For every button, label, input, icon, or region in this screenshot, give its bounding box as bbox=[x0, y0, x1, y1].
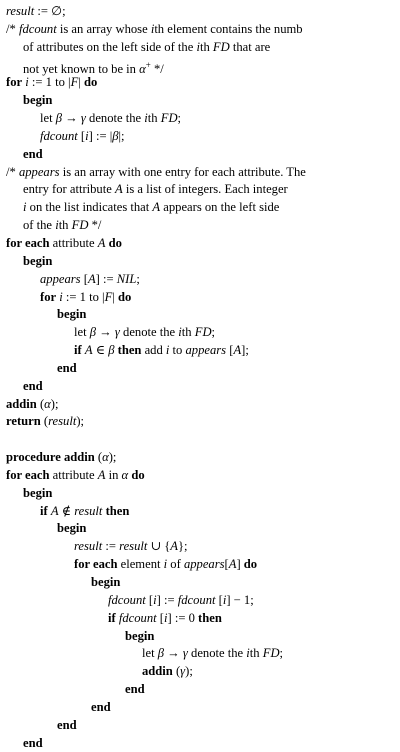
code-text: on the list indicates that bbox=[26, 200, 153, 215]
identifier: F bbox=[70, 75, 79, 90]
keyword: do bbox=[243, 557, 258, 572]
identifier: A bbox=[228, 557, 237, 572]
keyword: for bbox=[6, 75, 23, 90]
code-line bbox=[6, 217, 398, 235]
code-text: ] := bbox=[95, 271, 117, 286]
code-text: [ bbox=[145, 592, 154, 607]
identifier: A bbox=[97, 467, 106, 482]
code-text: attribute bbox=[49, 235, 98, 250]
code-text: ( bbox=[94, 450, 103, 465]
code-text: := ∅; bbox=[34, 4, 66, 18]
code-text: not yet known to be in bbox=[23, 61, 140, 76]
code-line bbox=[6, 610, 398, 628]
code-text: ]; bbox=[241, 343, 249, 358]
code-line bbox=[6, 342, 398, 360]
identifier: A bbox=[152, 200, 161, 215]
keyword: for each bbox=[6, 235, 50, 250]
identifier: γ bbox=[114, 325, 120, 340]
keyword: begin bbox=[23, 253, 53, 268]
code-text: ] := 0 bbox=[167, 610, 199, 625]
code-line bbox=[6, 663, 398, 681]
code-text: [ bbox=[215, 592, 223, 607]
code-line bbox=[6, 520, 398, 538]
identifier: result bbox=[74, 503, 103, 518]
identifier: β bbox=[108, 343, 115, 358]
keyword: if bbox=[40, 503, 48, 518]
code-text: ∉ bbox=[58, 503, 75, 518]
code-text: → bbox=[62, 111, 81, 126]
identifier: result bbox=[48, 414, 77, 429]
keyword: begin bbox=[57, 521, 87, 536]
code-text: of attributes on the left side of the bbox=[23, 39, 197, 54]
identifier: A bbox=[97, 235, 106, 250]
identifier: fdcount bbox=[177, 592, 216, 607]
code-text: := bbox=[102, 539, 120, 554]
identifier: F bbox=[104, 289, 113, 304]
keyword: begin bbox=[125, 628, 155, 643]
keyword: if bbox=[74, 343, 82, 358]
code-text: | bbox=[112, 289, 118, 304]
identifier: fdcount bbox=[18, 21, 57, 36]
code-text: ] := | bbox=[88, 128, 113, 143]
code-line bbox=[6, 449, 398, 467]
code-line bbox=[6, 592, 398, 610]
code-text: := 1 to | bbox=[28, 75, 71, 90]
code-text: th bbox=[58, 218, 72, 233]
identifier: i bbox=[150, 21, 155, 36]
code-text: [ bbox=[226, 343, 234, 358]
code-text: ] bbox=[236, 557, 244, 572]
identifier: A bbox=[84, 343, 93, 358]
keyword: procedure addin bbox=[6, 450, 95, 465]
keyword: begin bbox=[57, 307, 87, 322]
code-line bbox=[6, 253, 398, 271]
code-line bbox=[6, 628, 398, 646]
keyword: end bbox=[125, 682, 145, 697]
keyword: addin bbox=[6, 396, 37, 411]
identifier: result bbox=[74, 539, 103, 554]
identifier: α bbox=[102, 450, 109, 465]
code-line bbox=[6, 538, 398, 556]
code-text: denote the bbox=[187, 646, 247, 661]
code-line bbox=[6, 57, 398, 75]
code-text: let bbox=[74, 325, 90, 340]
code-text: th element contains the numb bbox=[154, 21, 303, 36]
code-line bbox=[6, 556, 398, 574]
code-line bbox=[6, 271, 398, 289]
keyword: then bbox=[117, 343, 142, 358]
code-line bbox=[6, 235, 398, 253]
code-text: let bbox=[40, 111, 56, 126]
identifier: β bbox=[89, 325, 97, 340]
code-line bbox=[6, 74, 398, 92]
code-text: */ bbox=[150, 61, 164, 76]
code-line bbox=[6, 467, 398, 485]
keyword: end bbox=[91, 699, 111, 714]
code-line bbox=[6, 378, 398, 396]
code-text: := 1 to | bbox=[62, 289, 105, 304]
keyword: then bbox=[198, 610, 222, 625]
code-text: /* bbox=[6, 164, 19, 179]
identifier: i bbox=[222, 592, 227, 607]
code-text: [ bbox=[156, 610, 164, 625]
code-text: [ bbox=[80, 271, 88, 286]
code-text: attribute bbox=[49, 467, 98, 482]
identifier: α bbox=[44, 396, 51, 411]
keyword: end bbox=[57, 717, 77, 732]
code-text: ( bbox=[40, 414, 49, 429]
keyword: if bbox=[108, 610, 116, 625]
identifier: i bbox=[144, 111, 148, 126]
code-line bbox=[6, 92, 398, 110]
keyword: for each bbox=[74, 557, 118, 572]
keyword: begin bbox=[23, 93, 53, 108]
code-text: ); bbox=[185, 664, 193, 679]
code-text: [ bbox=[224, 557, 229, 572]
identifier: result bbox=[6, 4, 35, 18]
identifier: A bbox=[233, 343, 242, 358]
identifier: α bbox=[121, 467, 129, 482]
code-text: in bbox=[105, 467, 122, 482]
identifier: i bbox=[153, 592, 157, 607]
keyword: do bbox=[108, 235, 122, 250]
code-text: |; bbox=[118, 128, 125, 143]
code-text: /* bbox=[6, 21, 19, 36]
code-text: entry for attribute bbox=[23, 182, 115, 197]
identifier: β bbox=[157, 646, 165, 661]
keyword: end bbox=[23, 735, 43, 750]
code-line bbox=[6, 146, 398, 164]
code-line bbox=[6, 3, 398, 21]
code-text: th bbox=[249, 646, 263, 661]
superscript: + bbox=[145, 59, 151, 70]
code-line bbox=[6, 289, 398, 307]
code-text: [ bbox=[77, 128, 86, 143]
code-line bbox=[6, 128, 398, 146]
code-text: | bbox=[78, 75, 84, 90]
code-line bbox=[6, 717, 398, 735]
identifier: γ bbox=[182, 646, 188, 661]
code-text: ; bbox=[136, 271, 140, 286]
identifier: appears bbox=[18, 164, 60, 179]
keyword: do bbox=[117, 289, 132, 304]
identifier: FD bbox=[71, 218, 89, 233]
identifier: γ bbox=[80, 111, 86, 126]
code-line bbox=[6, 503, 398, 521]
code-line bbox=[6, 699, 398, 717]
code-text: element bbox=[117, 557, 164, 572]
code-line bbox=[6, 181, 398, 199]
code-text: → bbox=[164, 646, 183, 661]
code-text: add bbox=[141, 343, 166, 358]
code-text: let bbox=[142, 646, 158, 661]
code-line bbox=[6, 21, 398, 39]
code-text: → bbox=[96, 325, 115, 340]
code-text: ; bbox=[177, 111, 182, 126]
code-text: appears on the left side bbox=[160, 200, 280, 215]
keyword: do bbox=[83, 75, 98, 90]
code-line bbox=[6, 396, 398, 414]
code-line bbox=[6, 485, 398, 503]
code-line bbox=[6, 735, 398, 752]
keyword: end bbox=[23, 378, 43, 393]
identifier: β bbox=[112, 128, 119, 143]
code-text: ∪ { bbox=[147, 539, 171, 554]
code-line bbox=[6, 574, 398, 592]
code-text: ] − 1; bbox=[226, 592, 254, 607]
identifier: i bbox=[196, 39, 200, 54]
code-line bbox=[6, 110, 398, 128]
identifier: i bbox=[55, 218, 59, 233]
code-line bbox=[6, 306, 398, 324]
identifier: FD bbox=[262, 646, 280, 661]
code-text: ; bbox=[279, 646, 284, 661]
code-text: th bbox=[181, 325, 195, 340]
identifier: appears bbox=[185, 343, 227, 358]
code-text: is an array whose bbox=[56, 21, 151, 36]
code-text: of the bbox=[23, 218, 56, 233]
code-line bbox=[6, 645, 398, 663]
identifier: A bbox=[114, 182, 123, 197]
code-text: ); bbox=[76, 414, 85, 429]
keyword: end bbox=[23, 146, 43, 161]
code-line bbox=[6, 164, 398, 182]
code-line bbox=[6, 681, 398, 699]
identifier: result bbox=[119, 539, 148, 554]
identifier: fdcount bbox=[40, 128, 78, 143]
identifier: A bbox=[87, 271, 96, 286]
identifier: i bbox=[163, 557, 168, 572]
identifier: appears bbox=[183, 557, 225, 572]
identifier: A bbox=[50, 503, 59, 518]
identifier: i bbox=[165, 343, 170, 358]
identifier: i bbox=[59, 289, 63, 304]
code-text: ∈ bbox=[92, 343, 109, 358]
identifier: i bbox=[85, 128, 89, 143]
code-line bbox=[6, 413, 398, 431]
keyword: then bbox=[105, 503, 130, 518]
keyword: addin bbox=[142, 664, 173, 679]
code-text: ); bbox=[50, 396, 59, 411]
identifier: A bbox=[170, 539, 178, 554]
code-text: to bbox=[169, 343, 186, 358]
identifier: α bbox=[139, 61, 146, 76]
code-text: }; bbox=[177, 539, 188, 554]
keyword: for bbox=[40, 289, 57, 304]
identifier: appears bbox=[40, 271, 81, 286]
code-text: ] := bbox=[156, 592, 178, 607]
code-line bbox=[6, 324, 398, 342]
code-text: */ bbox=[88, 218, 102, 233]
code-line bbox=[6, 360, 398, 378]
code-text: th bbox=[199, 39, 213, 54]
identifier: i bbox=[246, 646, 250, 661]
identifier: fdcount bbox=[108, 592, 146, 607]
identifier: i bbox=[178, 325, 182, 340]
blank-line bbox=[6, 431, 398, 449]
code-text: denote the bbox=[119, 325, 179, 340]
identifier: i bbox=[163, 610, 168, 625]
keyword: return bbox=[6, 414, 41, 429]
code-text: denote the bbox=[85, 111, 145, 126]
code-line bbox=[6, 39, 398, 57]
keyword: do bbox=[131, 467, 145, 482]
code-text: is an array with one entry for each attribute. The bbox=[59, 164, 306, 179]
code-text: ( bbox=[172, 664, 181, 679]
identifier: FD bbox=[160, 111, 178, 126]
code-text: ; bbox=[211, 325, 216, 340]
constant: NIL bbox=[116, 271, 137, 286]
keyword: end bbox=[57, 360, 77, 375]
keyword: for each bbox=[6, 467, 50, 482]
code-text: ( bbox=[36, 396, 45, 411]
code-text: of bbox=[167, 557, 184, 572]
identifier: γ bbox=[180, 664, 186, 679]
keyword: begin bbox=[91, 575, 121, 589]
identifier: β bbox=[55, 111, 63, 126]
identifier: i bbox=[25, 75, 29, 90]
code-text: th bbox=[147, 111, 161, 126]
code-text: is a list of integers. Each integer bbox=[122, 182, 288, 197]
identifier: FD bbox=[194, 325, 212, 340]
identifier: i bbox=[23, 200, 27, 215]
identifier: fdcount bbox=[118, 610, 157, 625]
code-line bbox=[6, 199, 398, 217]
keyword: begin bbox=[23, 485, 53, 500]
code-text: that are bbox=[229, 39, 271, 54]
pseudocode-listing bbox=[6, 3, 398, 752]
code-text: ); bbox=[108, 450, 117, 465]
identifier: FD bbox=[212, 39, 230, 54]
